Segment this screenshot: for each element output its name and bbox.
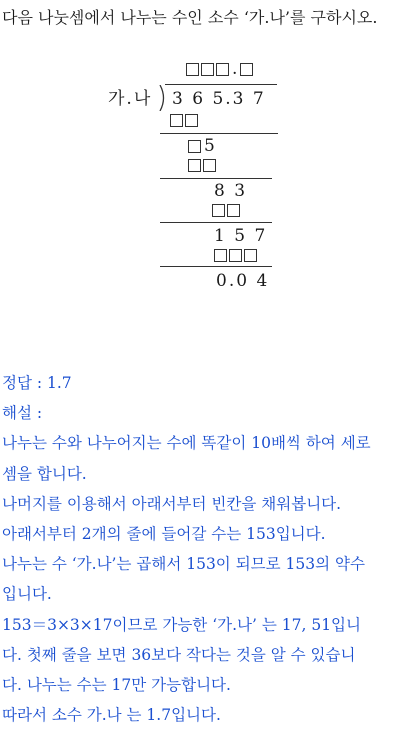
blank-box-icon	[201, 63, 214, 76]
solution-line: 나누는 수 ‘가.나’는 곱해서 153이 되므로 153의 약수	[2, 555, 365, 574]
step4-product-boxes	[214, 249, 257, 262]
blank-box-icon	[240, 63, 253, 76]
blank-box-icon	[186, 63, 199, 76]
blank-box-icon	[185, 114, 198, 127]
blank-box-icon	[203, 159, 216, 172]
blank-box-icon	[244, 249, 257, 262]
step2-boxes	[188, 140, 201, 153]
divisor: 가.나	[108, 89, 153, 109]
blank-box-icon	[188, 159, 201, 172]
long-division	[0, 0, 400, 300]
solution-line: 153＝3×3×17이므로 가능한 ‘가.나’ 는 17, 51입니	[2, 615, 361, 634]
solution-line: 정답 : 1.7	[2, 374, 72, 392]
step4-value: 1 5 7	[214, 226, 268, 246]
question-text: 다음 나눗셈에서 나누는 수인 소수 ‘가.나’를 구하시오.	[2, 8, 378, 27]
step1-product-boxes	[170, 114, 198, 127]
blank-box-icon	[216, 63, 229, 76]
remainder: 0.0 4	[216, 271, 270, 291]
step2-product-boxes	[188, 159, 216, 172]
rule-line	[160, 133, 278, 134]
step3-product-boxes	[212, 204, 240, 217]
blank-box-icon	[214, 249, 227, 262]
solution-line: 다. 첫째 줄을 보면 36보다 작다는 것을 알 수 있습니	[2, 645, 356, 664]
step3-value: 8 3	[214, 181, 248, 201]
blank-box-icon	[227, 204, 240, 217]
solution-line: 따라서 소수 가.나 는 1.7입니다.	[2, 706, 221, 725]
solution	[0, 368, 400, 730]
rule-line	[160, 266, 272, 267]
solution-line: 해설 :	[2, 404, 43, 423]
blank-box-icon	[212, 204, 225, 217]
step2-digit: 5	[204, 136, 217, 156]
division-bar	[165, 84, 277, 85]
division-bracket-icon	[158, 85, 168, 111]
dividend: 3 6 5.3 7	[172, 89, 266, 109]
blank-box-icon	[188, 140, 201, 153]
solution-line: 셈을 합니다.	[2, 464, 87, 483]
solution-line: 아래서부터 2개의 줄에 들어갈 수는 153입니다.	[2, 524, 326, 543]
solution-line: 입니다.	[2, 585, 52, 604]
solution-line: 나누는 수와 나누어지는 수에 똑같이 10배씩 하여 세로	[2, 434, 371, 453]
rule-line	[160, 222, 272, 223]
solution-line: 나머지를 이용해서 아래서부터 빈칸을 채워봅니다.	[2, 494, 342, 513]
blank-box-icon	[170, 114, 183, 127]
solution-line: 다. 나누는 수는 17만 가능합니다.	[2, 675, 231, 694]
blank-box-icon	[229, 249, 242, 262]
decimal-point: .	[232, 59, 238, 79]
rule-line	[160, 178, 272, 179]
quotient-boxes	[186, 59, 253, 79]
